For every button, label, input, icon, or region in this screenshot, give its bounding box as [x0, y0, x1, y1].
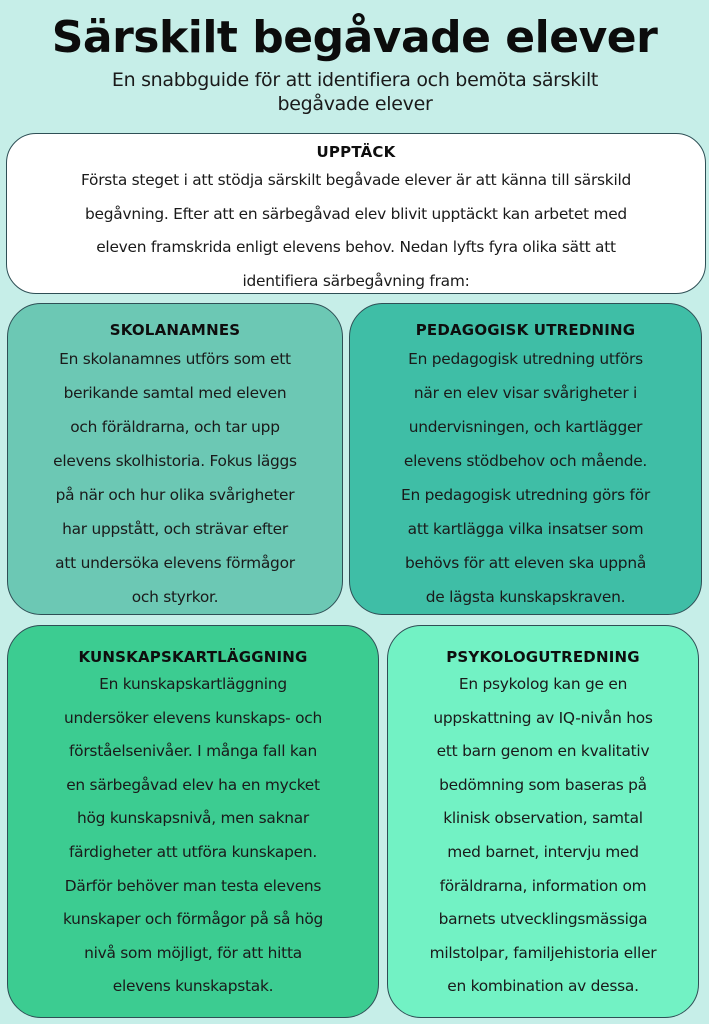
method-line: En kunskapskartläggning	[99, 675, 287, 693]
method-line: berikande samtal med eleven	[63, 384, 287, 402]
method-line: en särbegåvad elev ha en mycket	[66, 775, 320, 794]
method-line: bedömning som baseras på	[439, 775, 647, 794]
page-subtitle	[60, 68, 650, 116]
method-line: på när och hur olika svårigheter	[55, 486, 295, 504]
method-line: förståelsenivåer. I många fall kan	[69, 742, 317, 761]
intro-heading: UPPTÄCK	[316, 143, 396, 161]
method-box-kunskapskartlaggning	[7, 625, 379, 1018]
method-box-pedagogisk-utredning	[349, 303, 702, 615]
intro-line: Första steget i att stödja särskilt begåvade elever är att känna till särskild	[80, 171, 632, 189]
method-line: Därför behöver man testa elevens	[64, 876, 322, 895]
method-line: behövs för att eleven ska uppnå	[404, 554, 647, 572]
subtitle-line: begåvade elever	[277, 93, 433, 115]
method-body	[394, 668, 692, 1004]
method-line: och föräldrarna, och tar upp	[70, 418, 280, 436]
method-box-skolanamnes	[7, 303, 343, 615]
intro-box-upptack	[6, 133, 706, 294]
method-line: undersöker elevens kunskaps- och	[64, 708, 322, 727]
method-line: nivå som möjligt, för att hitta	[84, 943, 302, 962]
method-line: med barnet, intervju med	[447, 842, 639, 861]
method-line: kunskaper och förmågor på så hög	[62, 910, 324, 929]
method-line: En psykolog kan ge en	[458, 675, 628, 693]
intro-line: identifiera särbegåvning fram:	[242, 271, 470, 290]
method-line: milstolpar, familjehistoria eller	[429, 943, 657, 962]
method-body	[18, 342, 332, 614]
method-body	[360, 342, 691, 614]
intro-line: eleven framskrida enligt elevens behov. Nedan lyfts fyra olika sätt att	[96, 238, 616, 256]
method-line: ett barn genom en kvalitativ	[436, 742, 650, 761]
method-heading: PEDAGOGISK UTREDNING	[415, 321, 636, 339]
method-line: elevens skolhistoria. Fokus läggs	[53, 452, 297, 470]
method-line: elevens kunskapstak.	[112, 977, 274, 996]
method-line: har uppstått, och strävar efter	[62, 520, 288, 538]
subtitle-line: En snabbguide för att identifiera och bemöta särskilt	[111, 69, 599, 91]
method-line: hög kunskapsnivå, men saknar	[77, 809, 309, 828]
method-line: uppskattning av IQ-nivån hos	[433, 708, 653, 727]
method-line: att undersöka elevens förmågor	[55, 554, 295, 572]
method-line: elevens stödbehov och mående.	[403, 452, 648, 470]
method-line: när en elev visar svårigheter i	[413, 384, 638, 402]
method-line: En pedagogisk utredning utförs	[408, 350, 643, 368]
method-body	[16, 668, 370, 1004]
method-heading: SKOLANAMNES	[109, 321, 241, 339]
method-heading: PSYKOLOGUTREDNING	[446, 648, 640, 666]
method-line: barnets utvecklingsmässiga	[438, 910, 648, 929]
page-title: Särskilt begåvade elever	[51, 12, 658, 63]
method-line: färdigheter att utföra kunskapen.	[68, 842, 317, 861]
method-line: undervisningen, och kartlägger	[408, 418, 643, 436]
method-box-psykologutredning	[387, 625, 699, 1018]
method-line: En skolanamnes utförs som ett	[59, 350, 291, 368]
method-line: att kartlägga vilka insatser som	[407, 520, 644, 538]
method-line: de lägsta kunskapskraven.	[425, 588, 626, 606]
intro-line: begåvning. Efter att en särbegåvad elev blivit upptäckt kan arbetet med	[85, 204, 627, 223]
method-line: en kombination av dessa.	[447, 977, 639, 996]
method-line: föräldrarna, information om	[439, 876, 647, 895]
method-line: En pedagogisk utredning görs för	[401, 486, 650, 504]
method-line: klinisk observation, samtal	[443, 809, 643, 828]
method-heading: KUNSKAPSKARTLÄGGNING	[78, 648, 308, 666]
intro-body	[25, 164, 687, 298]
method-line: och styrkor.	[131, 588, 219, 606]
